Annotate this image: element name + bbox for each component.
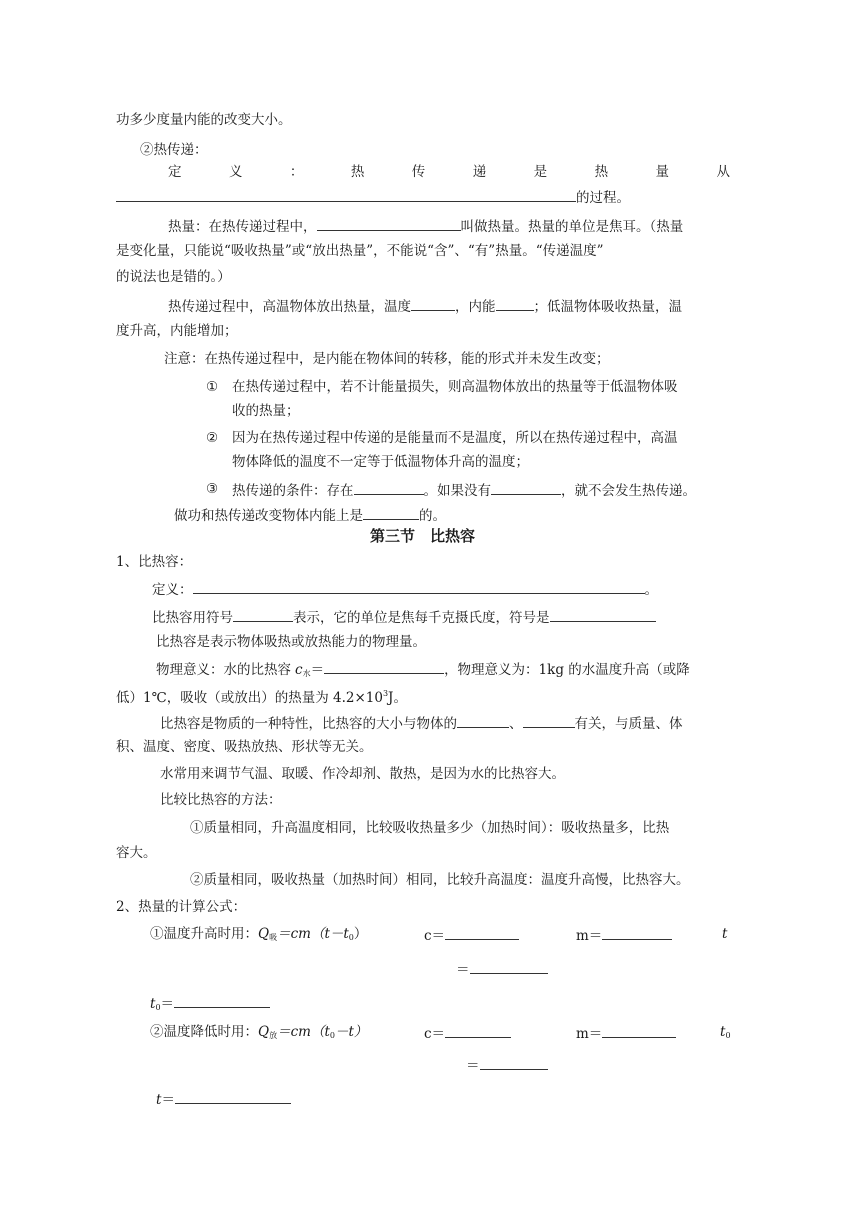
text: ，物理意义为：1kg 的水温度升高（或降 — [444, 662, 690, 678]
text: ②温度降低时用： — [150, 1024, 258, 1040]
variable-t: t — [156, 1092, 162, 1108]
paragraph-line — [156, 658, 690, 684]
subheading-heat-transfer: ②热传递： — [140, 142, 208, 158]
subsection-heading: 1、比热容： — [116, 554, 193, 570]
formula-t0-field — [466, 1054, 548, 1076]
paragraph-line: 是变化量，只能说“吸收热量”或“放出热量”，不能说“含”、“有”热量。“传递温度” — [116, 243, 604, 259]
subscript: 0 — [329, 1031, 335, 1040]
paragraph-line — [116, 684, 407, 708]
fill-blank[interactable] — [175, 1088, 291, 1104]
formula-text: －t） — [334, 1024, 368, 1040]
text: c＝ — [424, 1026, 446, 1042]
paragraph-line: 比热容是表示物体吸热或放热能力的物理量。 — [156, 634, 426, 650]
text: 有关，与质量、体 — [574, 716, 683, 732]
text: 比热容是物质的一种特性，比热容的大小与物体的 — [160, 716, 457, 732]
formula-t0-field — [150, 992, 270, 1018]
fill-blank[interactable] — [116, 186, 576, 202]
superscript: 3 — [382, 689, 389, 698]
fill-blank[interactable] — [324, 658, 444, 674]
fill-blank[interactable] — [445, 924, 519, 940]
variable-t: t — [150, 996, 156, 1012]
text: 、 — [509, 716, 523, 732]
text: 热传递的条件：存在 — [232, 483, 354, 499]
method-item: ②质量相同，吸收热量（加热时间）相同，比较升高温度：温度升高慢，比热容大。 — [190, 872, 690, 888]
text: m＝ — [576, 928, 603, 944]
paragraph-line: 容大。 — [116, 845, 157, 861]
text: ＝ — [160, 996, 175, 1012]
formula-t-field — [456, 958, 548, 980]
def-char: 热 — [594, 164, 609, 180]
text: 做功和热传递改变物体内能上是 — [174, 508, 363, 524]
fill-blank[interactable] — [233, 606, 293, 622]
def-char: 定 — [168, 164, 182, 180]
variable-Q: Q — [258, 926, 270, 942]
fill-blank[interactable] — [354, 479, 424, 495]
text: ＝ — [161, 1092, 175, 1108]
fill-blank[interactable] — [317, 215, 461, 231]
fill-blank[interactable] — [193, 578, 645, 594]
formula-text: ＝cm（t－t — [277, 926, 349, 942]
note-item-2-text: 因为在热传递过程中传递的是能量而不是温度，所以在热传递过程中，高温 — [232, 430, 678, 446]
variable-t: t — [720, 1024, 726, 1040]
paragraph-line: 比较比热容的方法： — [160, 792, 282, 808]
subscript: 0 — [725, 1031, 731, 1040]
text: 的。 — [419, 508, 446, 524]
subscript: 0 — [348, 933, 354, 942]
text: ①温度升高时用： — [150, 926, 258, 942]
subscript: 0 — [155, 1003, 161, 1012]
formula-cooling — [150, 1022, 367, 1046]
paragraph-line — [168, 295, 682, 317]
note-item-2-marker: ② — [206, 430, 219, 446]
text: 定义： — [152, 582, 193, 598]
def-char: 从 — [716, 164, 730, 180]
formula-m-field — [576, 924, 672, 946]
definition-blank-line — [116, 186, 630, 208]
definition-line-spaced — [168, 162, 730, 182]
text: ，就不会发生热传递。 — [561, 483, 696, 499]
fill-blank[interactable] — [550, 606, 656, 622]
variable-c: c — [295, 662, 303, 678]
text: ＝ — [456, 962, 470, 978]
text: ，内能 — [455, 299, 496, 315]
variable-Q: Q — [258, 1024, 270, 1040]
text: ） — [353, 926, 368, 942]
def-char: 热 — [350, 164, 365, 180]
text: 热传递过程中，高温物体放出热量，温度 — [168, 299, 411, 315]
method-item: ①质量相同，升高温度相同，比较吸收热量多少（加热时间）：吸收热量多，比热 — [190, 820, 670, 836]
paragraph-line — [160, 712, 683, 734]
def-char: 义 — [228, 164, 243, 180]
fill-blank[interactable] — [445, 1022, 511, 1038]
formula-c-field — [424, 1022, 511, 1044]
note-line: 注意：在热传递过程中，是内能在物体间的转移，能的形式并未发生改变； — [164, 351, 610, 367]
text: 。 — [644, 582, 658, 598]
text: 。如果没有 — [423, 483, 491, 499]
text: 叫做热量。热量的单位是焦耳。（热量 — [460, 219, 684, 235]
note-item-3-text — [232, 479, 696, 501]
text: ；低温物体吸收热量，温 — [533, 299, 682, 315]
text: 物理意义：水的比热容 — [156, 662, 291, 678]
text: 的过程。 — [576, 190, 630, 206]
subscript: 水 — [302, 669, 311, 678]
def-char: 传 — [411, 164, 426, 180]
fill-blank[interactable] — [496, 295, 534, 311]
paragraph-line — [168, 215, 683, 237]
fill-blank[interactable] — [174, 992, 270, 1008]
formula-m-field — [576, 1022, 676, 1044]
text: 表示，它的单位是焦每千克摄氏度，符号是 — [293, 610, 550, 626]
note-item-3-marker: ③ — [206, 481, 219, 497]
note-item-1-text: 在热传递过程中，若不计能量损失，则高温物体放出的热量等于低温物体吸 — [232, 379, 678, 395]
paragraph-line — [174, 504, 446, 526]
definition-line — [152, 578, 658, 600]
paragraph-line: 功多少度量内能的改变大小。 — [116, 112, 292, 128]
fill-blank[interactable] — [411, 295, 455, 311]
subscript: 放 — [269, 1031, 278, 1040]
def-char: 是 — [533, 164, 548, 180]
paragraph-line: 水常用来调节气温、取暖、作冷却剂、散热，是因为水的比热容大。 — [160, 766, 565, 782]
note-item-1-text: 收的热量； — [232, 403, 300, 419]
fill-blank[interactable] — [491, 479, 561, 495]
paragraph-line: 积、温度、密度、吸热放热、形状等无关。 — [116, 739, 373, 755]
formula-t-field — [156, 1088, 291, 1110]
fill-blank[interactable] — [470, 958, 548, 974]
paragraph-line — [152, 606, 656, 628]
note-item-1-marker: ① — [206, 379, 219, 395]
paragraph-line: 度升高，内能增加； — [116, 323, 238, 339]
fill-blank[interactable] — [523, 712, 575, 728]
text: 低）1℃，吸收（或放出）的热量为 4.2×10 — [116, 690, 383, 706]
paragraph-line: 的说法也是错的。） — [116, 269, 231, 285]
subscript: 吸 — [269, 933, 278, 942]
fill-blank[interactable] — [457, 712, 509, 728]
text: ＝ — [310, 662, 325, 678]
formula-heating — [150, 924, 367, 948]
section-title: 第三节 比热容 — [370, 527, 476, 545]
fill-blank[interactable] — [480, 1054, 548, 1070]
formula-t0-label — [720, 1022, 731, 1046]
def-char: 量 — [655, 164, 669, 180]
text: ＝ — [466, 1058, 480, 1074]
fill-blank[interactable] — [363, 504, 419, 520]
subsection-heading: 2、热量的计算公式： — [116, 899, 247, 915]
text: c＝ — [424, 928, 446, 944]
formula-text: ＝cm（t — [277, 1024, 330, 1040]
formula-c-field — [424, 924, 519, 946]
fill-blank[interactable] — [602, 1022, 676, 1038]
def-char: 递 — [472, 164, 487, 180]
fill-blank[interactable] — [602, 924, 672, 940]
formula-t-label: t — [722, 926, 728, 942]
text: m＝ — [576, 1026, 603, 1042]
text: 比热容用符号 — [152, 610, 233, 626]
def-char: ： — [289, 164, 304, 180]
note-item-2-text: 物体降低的温度不一定等于低温物体升高的温度； — [232, 454, 529, 470]
text: 热量：在热传递过程中， — [168, 219, 317, 235]
text: J。 — [388, 690, 407, 706]
